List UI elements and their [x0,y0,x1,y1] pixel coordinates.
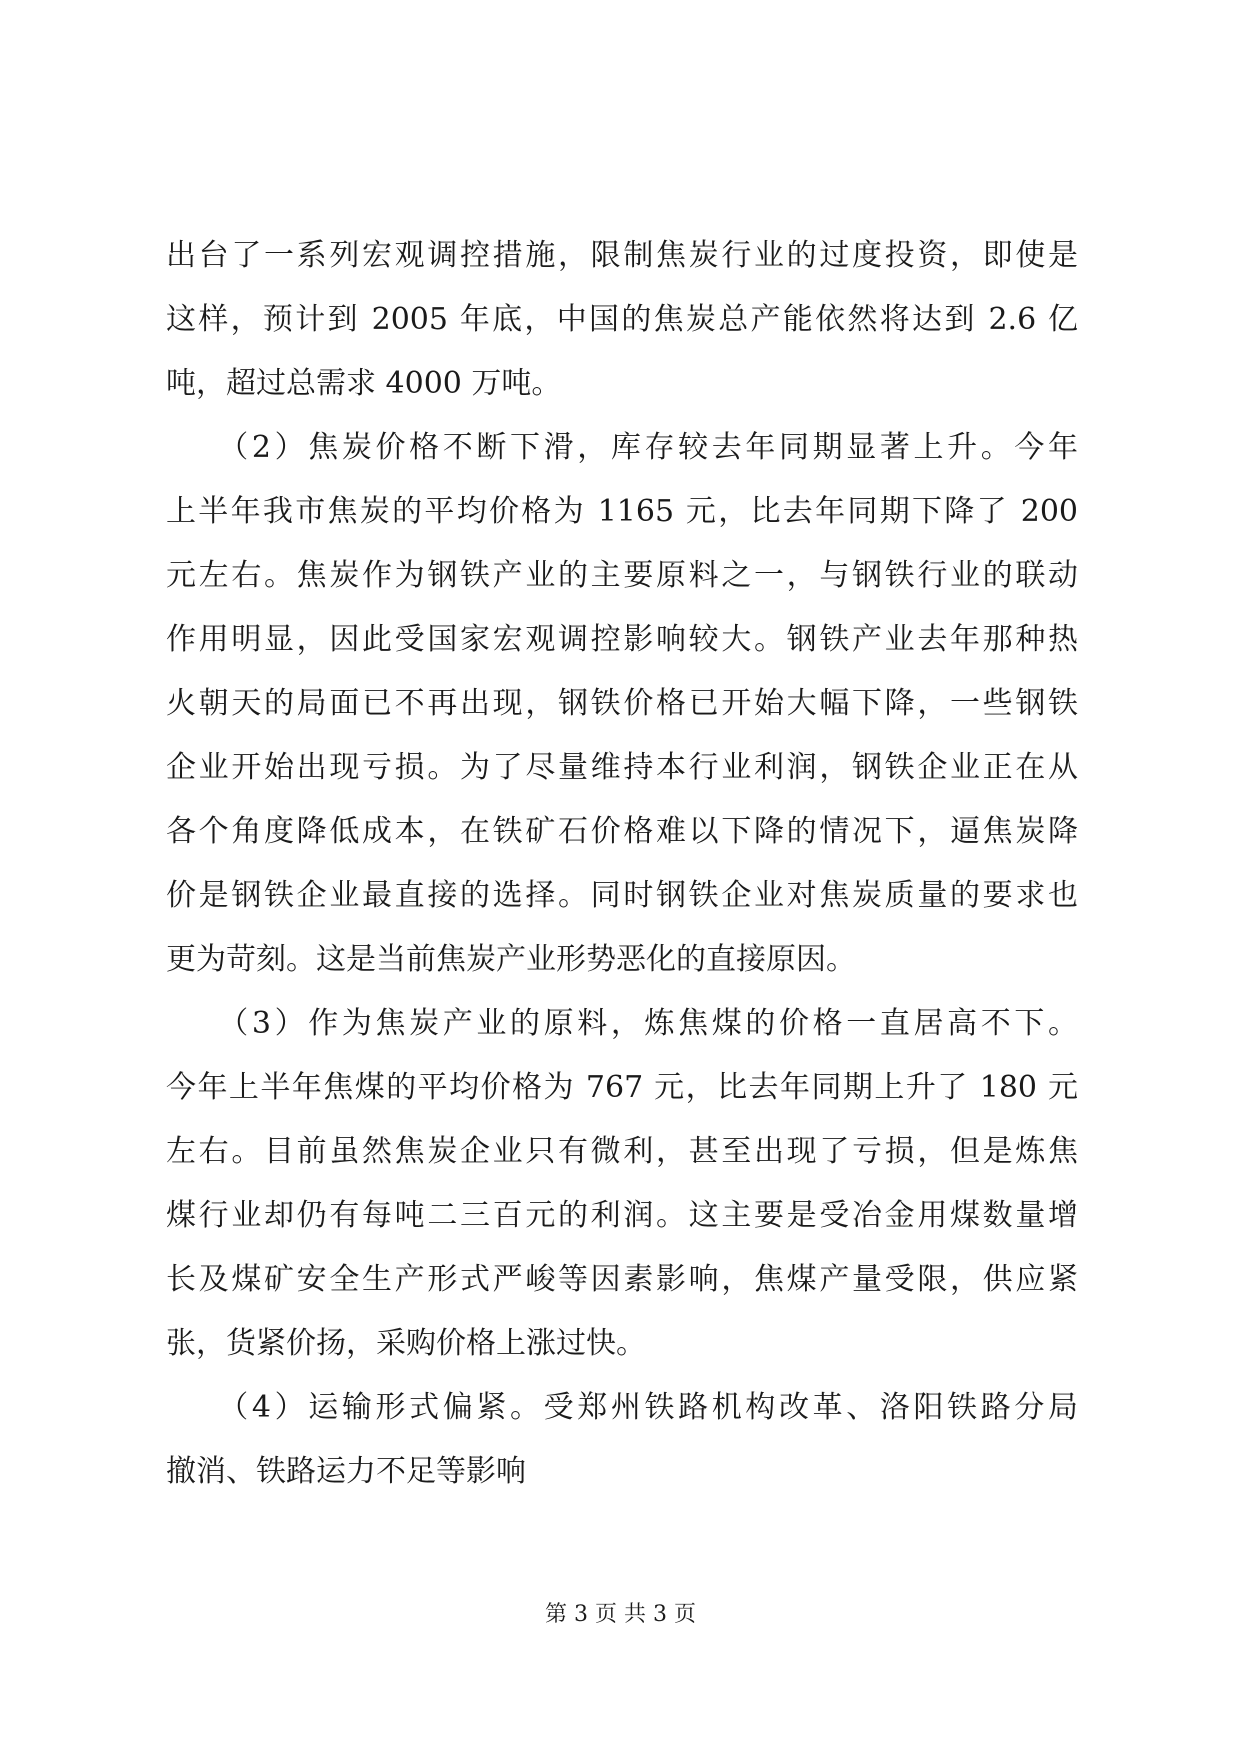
text-line: 企业开始出现亏损。为了尽量维持本行业利润，钢铁企业正在从 [166,750,1078,785]
page-number-footer: 第 3 页 共 3 页 [545,1602,696,1627]
text-line: 上半年我市焦炭的平均价格为 1165 元，比去年同期下降了 200 [166,494,1078,529]
text-line: 撤消、铁路运力不足等影响 [166,1454,526,1489]
text-line: 价是钢铁企业最直接的选择。同时钢铁企业对焦炭质量的要求也 [166,878,1078,913]
text-line: 这样，预计到 2005 年底，中国的焦炭总产能依然将达到 2.6 亿 [166,302,1078,337]
text-line: 煤行业却仍有每吨二三百元的利润。这主要是受冶金用煤数量增 [166,1198,1078,1233]
text-line: 今年上半年焦煤的平均价格为 767 元，比去年同期上升了 180 元 [166,1070,1078,1105]
text-line: 更为苛刻。这是当前焦炭产业形势恶化的直接原因。 [166,942,856,977]
text-line: 吨，超过总需求 4000 万吨。 [166,366,562,401]
text-line: 作用明显，因此受国家宏观调控影响较大。钢铁产业去年那种热 [166,622,1078,657]
text-line: （4）运输形式偏紧。受郑州铁路机构改革、洛阳铁路分局 [166,1390,1078,1425]
body-text [166,224,1078,1504]
text-line: 长及煤矿安全生产形式严峻等因素影响，焦煤产量受限，供应紧 [166,1262,1078,1297]
text-line: 元左右。焦炭作为钢铁产业的主要原料之一，与钢铁行业的联动 [166,558,1078,593]
text-line: （3）作为焦炭产业的原料，炼焦煤的价格一直居高不下。 [166,1006,1078,1041]
text-line: 张，货紧价扬，采购价格上涨过快。 [166,1326,646,1361]
text-line: 左右。目前虽然焦炭企业只有微利，甚至出现了亏损，但是炼焦 [166,1134,1078,1169]
text-line: 火朝天的局面已不再出现，钢铁价格已开始大幅下降，一些钢铁 [166,686,1078,721]
text-line: 各个角度降低成本，在铁矿石价格难以下降的情况下，逼焦炭降 [166,814,1078,849]
text-line: （2）焦炭价格不断下滑，库存较去年同期显著上升。今年 [166,430,1078,465]
text-line: 出台了一系列宏观调控措施，限制焦炭行业的过度投资，即使是 [166,238,1078,273]
